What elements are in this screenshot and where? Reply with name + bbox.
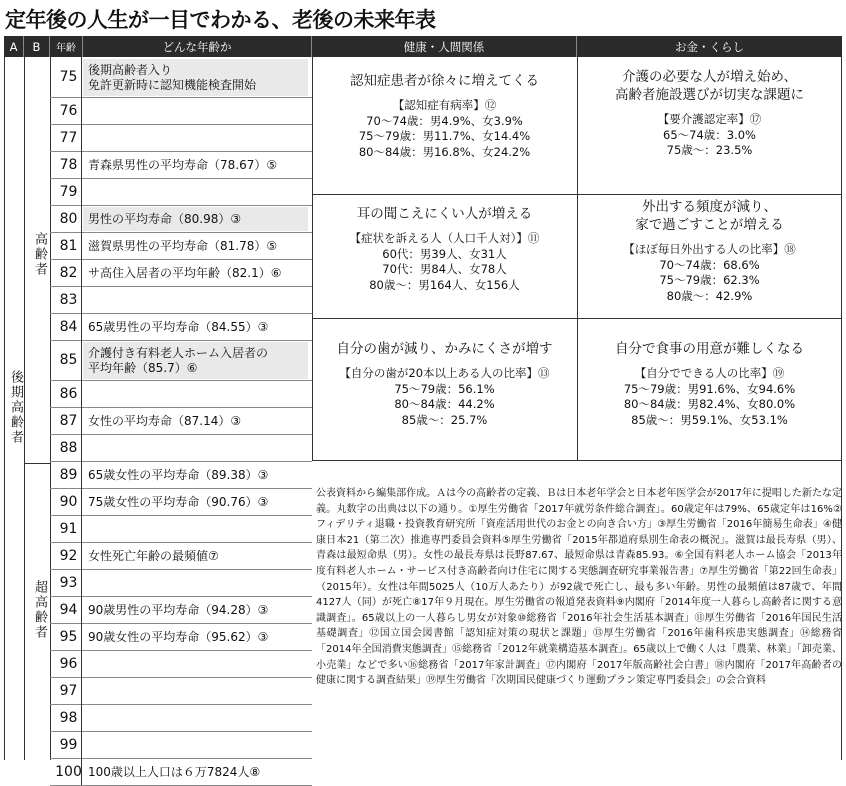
age-description [83, 99, 308, 123]
health-headline: 認知症患者が徐々に増えてくる [350, 73, 539, 89]
row-divider [50, 407, 312, 408]
age-description: 女性の平均寿命（87.14）③ [88, 413, 242, 428]
health-subheading: 【認知症有病率】⑫ [392, 98, 497, 112]
age-cell: 87 [56, 407, 82, 434]
age-cell: 88 [56, 434, 82, 461]
age-cell: 84 [56, 313, 82, 340]
health-line: 60代：男39人、女31人 [382, 246, 507, 261]
row-divider [50, 178, 312, 179]
age-cell: 79 [56, 178, 82, 205]
money-headline: 介護の必要な人が増え始め、 高齢者施設選びが切実な課題に [615, 69, 804, 103]
row-divider [50, 596, 312, 597]
age-cell: 96 [56, 650, 82, 677]
row-divider [50, 461, 312, 462]
age-description: 男性の平均寿命（80.98）③ [83, 207, 308, 231]
row-divider [50, 542, 312, 543]
health-headline: 耳の聞こえにくい人が増える [356, 206, 533, 222]
age-cell: 99 [56, 731, 82, 758]
row-divider [50, 340, 312, 341]
money-subheading: 【ほぼ毎日外出する人の比率】⑱ [623, 242, 796, 256]
age-cell: 85 [56, 340, 82, 380]
money-line: 80〜84歳：男82.4%、女80.0% [623, 397, 796, 412]
row-divider [50, 380, 312, 381]
age-cell: 76 [56, 97, 82, 124]
divider-block-2 [312, 318, 842, 319]
age-cell: 91 [56, 515, 82, 542]
age-description [83, 679, 308, 703]
money-headline: 外出する頻度が減り、 家で過ごすことが増える [635, 199, 784, 233]
money-block-3 [577, 340, 842, 428]
age-description [83, 706, 308, 730]
health-headline: 自分の歯が減り、かみにくさが増す [336, 341, 553, 357]
age-cell: 82 [56, 259, 82, 286]
money-line: 85歳〜：男59.1%、女53.1% [631, 412, 788, 427]
health-block-1 [312, 72, 577, 160]
row-divider [50, 259, 312, 260]
money-subheading: 【要介護認定率】⑰ [657, 112, 762, 126]
header-a: A [4, 36, 24, 57]
row-divider [50, 731, 312, 732]
age-description [83, 571, 308, 595]
age-cell: 98 [56, 704, 82, 731]
age-cell: 95 [56, 623, 82, 650]
health-line: 80歳〜：男164人、女156人 [369, 277, 520, 292]
row-divider [50, 232, 312, 233]
age-description: 介護付き有料老人ホーム入居者の 平均年齢（85.7）⑥ [83, 342, 308, 379]
age-cell: 78 [56, 151, 82, 178]
row-divider [50, 677, 312, 678]
row-divider [50, 650, 312, 651]
age-description [83, 382, 308, 406]
health-line: 75〜79歳：56.1% [394, 381, 495, 396]
divider-block-3 [312, 460, 842, 461]
age-description [83, 288, 308, 312]
age-description [83, 180, 308, 204]
health-line: 70代：男84人、女78人 [382, 262, 507, 277]
page-title: 定年後の人生が一目でわかる、老後の未来年表 [5, 8, 436, 32]
age-cell: 75 [56, 57, 82, 97]
row-divider [50, 704, 312, 705]
row-divider [50, 313, 312, 314]
header-b: B [24, 36, 50, 57]
age-cell: 77 [56, 124, 82, 151]
health-line: 85歳〜：25.7% [401, 412, 488, 427]
money-line: 75〜79歳：62.3% [659, 273, 760, 288]
header-money: お金・くらし [577, 36, 842, 57]
divider-block-1 [312, 194, 842, 195]
row-divider [50, 434, 312, 435]
age-description [83, 517, 308, 541]
row-divider [50, 623, 312, 624]
health-subheading: 【自分の歯が20本以上ある人の比率】⑬ [339, 366, 550, 380]
row-divider [50, 569, 312, 570]
age-cell: 83 [56, 286, 82, 313]
row-divider [50, 151, 312, 152]
age-description [83, 436, 308, 460]
row-divider [50, 205, 312, 206]
age-description [83, 126, 308, 150]
money-subheading: 【自分でできる人の比率】⑲ [634, 366, 785, 380]
age-description [83, 733, 308, 757]
age-cell: 93 [56, 569, 82, 596]
money-line: 65〜74歳：3.0% [663, 127, 756, 142]
health-line: 75〜79歳：男11.7%、女14.4% [358, 129, 531, 144]
age-cell: 86 [56, 380, 82, 407]
row-divider [50, 515, 312, 516]
health-block-3 [312, 340, 577, 428]
money-block-1 [577, 68, 842, 159]
age-description: 青森県男性の平均寿命（78.67）⑤ [88, 157, 278, 172]
row-divider [50, 488, 312, 489]
age-cell: 81 [56, 232, 82, 259]
health-line: 80〜84歳：44.2% [394, 397, 495, 412]
money-block-2 [577, 198, 842, 304]
age-description: 90歳男性の平均寿命（94.28）③ [88, 602, 269, 617]
age-cell: 92 [56, 542, 82, 569]
age-description: 65歳女性の平均寿命（89.38）③ [88, 467, 269, 482]
age-description: 100歳以上人口は６万7824人⑧ [88, 764, 261, 779]
divider-b-groups [24, 463, 50, 464]
age-description: 75歳女性の平均寿命（90.76）③ [88, 494, 269, 509]
header-health: 健康・人間関係 [312, 36, 577, 57]
health-block-2 [312, 205, 577, 293]
money-headline: 自分で食事の用意が難しくなる [615, 341, 804, 357]
row-divider [50, 124, 312, 125]
age-cell: 97 [56, 677, 82, 704]
age-cell: 100 [56, 758, 82, 785]
header-desc: どんな年齢か [83, 36, 312, 57]
divider-b [50, 57, 51, 760]
row-divider [50, 97, 312, 98]
label-a: 後期高齢者 [8, 370, 23, 445]
age-description: 滋賀県男性の平均寿命（81.78）⑤ [88, 238, 278, 253]
age-description: 65歳男性の平均寿命（84.55）③ [88, 319, 269, 334]
age-description: 女性死亡年齢の最頻値⑦ [88, 548, 219, 563]
money-line: 75〜79歳：男91.6%、女94.6% [623, 381, 796, 396]
age-description [83, 652, 308, 676]
source-notes: 公表資料から編集部作成。Ａは今の高齢者の定義、Ｂは日本老年学会と日本老年医学会が2017年に提唱した新たな定義。丸数字の出典は以下の通り。①厚生労働省「2017年就労条件総合調査」。60歳定年は79%、65歳定年は16%②フィデリティ退職・投資教育研究所「資産活用世代のお金との向き合い方」③厚生労働省「2016年簡易生命表」④健康日本21（第二次）推進専門委員会資料⑤厚生労働省「2015年都道府県別生命表の概況」。滋賀は最長寿県（男）、青森は最短命県（男）。女性の最長寿県は長野87.67、最短命県は青森85.93。⑥全国有料老人ホーム協会「2013年度有料老人ホーム・サービス付き高齢者向け住宅に関する実態調査研究事業報告書」⑦厚生労働省「第22回生命表」（2015年）。女性は年間5025人（10万人あたり）が92歳で死亡し、最も多い年齢。男性の最頻値は87歳で、年間4127人（同）が死亡⑧17年９月現在。厚生労働省の報道発表資料⑨内閣府「2014年度一人暮らし高齢者に関する意識調査」。65歳以上の一人暮らし男女が対象⑩総務省「2016年社会生活基本調査」⑪厚生労働省「2016年国民生活基礎調査」⑫国立国会図書館「認知症対策の現状と課題」⑬厚生労働省「2016年歯科疾患実態調査」⑭総務省「2014年全国消費実態調査」⑮総務省「2012年就業構造基本調査」。65歳以上で働く人は「農業、林業」「卸売業、小売業」などで多い⑯総務省「2017年家計調査」⑰内閣府「2017年版高齢社会白書」⑱内閣府「2017年高齢者の健康に関する調査結果」⑲厚生労働省「次期国民健康づくり運動プラン策定専門委員会」の会合資料 [316, 488, 842, 687]
money-line: 80歳〜：42.9% [666, 288, 753, 303]
health-subheading: 【症状を訴える人（人口千人対）】⑪ [349, 231, 540, 245]
age-description: 90歳女性の平均寿命（95.62）③ [88, 629, 269, 644]
health-line: 80〜84歳：男16.8%、女24.2% [358, 144, 531, 159]
row-divider [50, 286, 312, 287]
row-divider [50, 758, 312, 759]
age-cell: 94 [56, 596, 82, 623]
health-line: 70〜74歳：男4.9%、女3.9% [366, 113, 523, 128]
label-b-koureisha: 高齢者 [32, 232, 47, 277]
age-cell: 90 [56, 488, 82, 515]
label-b-choukoureisha: 超高齢者 [32, 580, 47, 640]
money-line: 75歳〜：23.5% [666, 143, 753, 158]
age-cell: 80 [56, 205, 82, 232]
header-age: 年齢 [50, 36, 83, 57]
age-description: サ高住入居者の平均年齢（82.1）⑥ [88, 265, 282, 280]
money-line: 70〜74歳：68.6% [659, 257, 760, 272]
age-description: 後期高齢者入り 免許更新時に認知機能検査開始 [83, 59, 308, 96]
age-cell: 89 [56, 461, 82, 488]
